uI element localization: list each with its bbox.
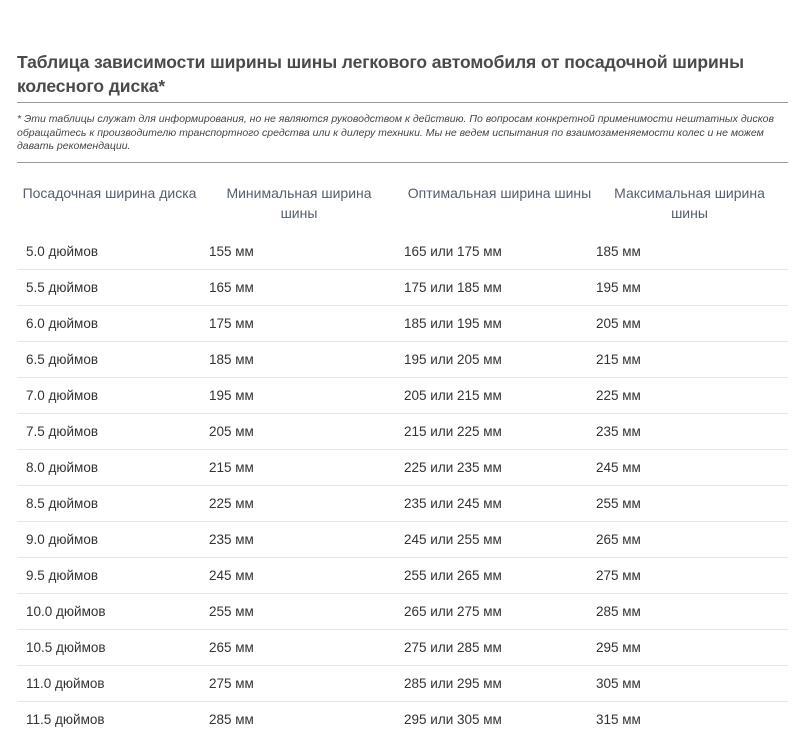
table-row [17,630,788,666]
cell-rim-width: 9.0 дюймов [26,532,99,547]
table-row [17,306,788,342]
cell-optimal-width: 205 или 215 мм [404,388,502,403]
page-title: Таблица зависимости ширины шины легкового автомобиля от посадочной ширины колесного диска* [17,52,744,96]
cell-max-width: 205 мм [596,316,641,331]
table-row [17,522,788,558]
table-row [17,234,788,270]
table-row [17,666,788,702]
cell-max-width: 245 мм [596,460,641,475]
cell-min-width: 255 мм [209,604,254,619]
cell-rim-width: 6.5 дюймов [26,352,99,367]
cell-max-width: 295 мм [596,640,641,655]
cell-min-width: 215 мм [209,460,254,475]
cell-optimal-width: 275 или 285 мм [404,640,502,655]
cell-max-width: 255 мм [596,496,641,511]
divider-top [17,102,788,103]
cell-min-width: 185 мм [209,352,254,367]
cell-max-width: 285 мм [596,604,641,619]
header-rim-width: Посадочная ширина диска [22,185,197,201]
cell-max-width: 275 мм [596,568,641,583]
cell-optimal-width: 225 или 235 мм [404,460,502,475]
cell-min-width: 275 мм [209,676,254,691]
table-row [17,378,788,414]
table-row [17,342,788,378]
table-row [17,270,788,306]
cell-optimal-width: 175 или 185 мм [404,280,502,295]
cell-rim-width: 7.5 дюймов [26,424,99,439]
cell-optimal-width: 255 или 265 мм [404,568,502,583]
cell-optimal-width: 185 или 195 мм [404,316,502,331]
table-row [17,486,788,522]
cell-rim-width: 10.5 дюймов [26,640,106,655]
cell-rim-width: 11.5 дюймов [26,712,105,727]
cell-rim-width: 5.5 дюймов [26,280,99,295]
table-body [17,234,788,737]
table-row [17,558,788,594]
cell-rim-width: 6.0 дюймов [26,316,99,331]
cell-min-width: 285 мм [209,712,254,727]
cell-max-width: 185 мм [596,244,641,259]
cell-min-width: 155 мм [209,244,254,259]
cell-rim-width: 9.5 дюймов [26,568,99,583]
table-row [17,702,788,737]
cell-max-width: 265 мм [596,532,641,547]
table-row [17,414,788,450]
cell-min-width: 195 мм [209,388,254,403]
cell-optimal-width: 215 или 225 мм [404,424,502,439]
table-row [17,594,788,630]
header-optimal-tire-width: Оптимальная ширина шины [407,185,592,201]
cell-min-width: 225 мм [209,496,254,511]
table-row [17,450,788,486]
table-header [17,183,788,227]
cell-rim-width: 8.0 дюймов [26,460,99,475]
cell-max-width: 215 мм [596,352,641,367]
cell-min-width: 175 мм [209,316,254,331]
cell-max-width: 235 мм [596,424,641,439]
cell-min-width: 245 мм [209,568,254,583]
cell-rim-width: 10.0 дюймов [26,604,106,619]
cell-optimal-width: 295 или 305 мм [404,712,502,727]
divider-bottom [17,162,788,163]
cell-max-width: 305 мм [596,676,641,691]
cell-min-width: 235 мм [209,532,254,547]
cell-optimal-width: 285 или 295 мм [404,676,502,691]
cell-rim-width: 7.0 дюймов [26,388,99,403]
cell-optimal-width: 265 или 275 мм [404,604,502,619]
cell-min-width: 265 мм [209,640,254,655]
cell-optimal-width: 165 или 175 мм [404,244,502,259]
cell-rim-width: 5.0 дюймов [26,244,99,259]
header-max-tire-width: Максимальная ширина шины [614,185,765,221]
cell-optimal-width: 235 или 245 мм [404,496,502,511]
cell-max-width: 195 мм [596,280,641,295]
cell-max-width: 225 мм [596,388,641,403]
disclaimer-note: * Эти таблицы служат для информирования, но не являются руководством к действию. По вопросам конкретной применимости нештатных дисков обращайтесь к производителю транспортного средства или к дилеру техники. Мы не ведем испытания по взаимозаменяемости колес и не можем давать рекомендации. [17,113,774,152]
cell-rim-width: 8.5 дюймов [26,496,99,511]
cell-optimal-width: 195 или 205 мм [404,352,502,367]
cell-rim-width: 11.0 дюймов [26,676,105,691]
cell-min-width: 205 мм [209,424,254,439]
header-min-tire-width: Минимальная ширина шины [226,185,372,221]
cell-optimal-width: 245 или 255 мм [404,532,502,547]
cell-max-width: 315 мм [596,712,641,727]
cell-min-width: 165 мм [209,280,254,295]
